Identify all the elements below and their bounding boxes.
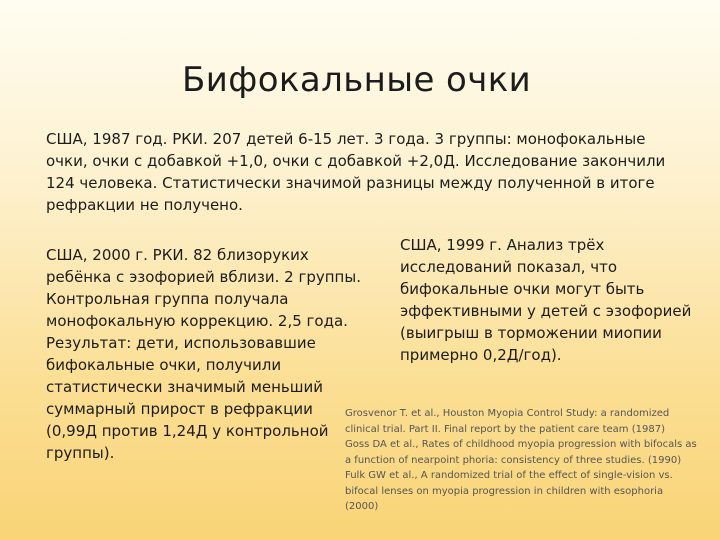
reference-item: Goss DA et al., Rates of childhood myopia progression with bifocals as a function of nearpoint phoria: consistency of three studies. (1990) [345,439,697,466]
references-list [345,406,697,515]
slide-title: Бифокальные очки [182,60,532,100]
intro-paragraph: США, 1987 год. РКИ. 207 детей 6-15 лет. 3 года. 3 группы: монофокальные очки, очки с добавкой +1,0, очки с добавкой +2,0Д. Исследование закончили 124 человека. Статистически значимой разницы между полученной в итоге рефракции не получено. [46,130,666,214]
reference-item: Grosvenor T. et al., Houston Myopia Control Study: a randomized clinical trial. Part II. Final report by the patient care team (1987) [345,408,670,435]
reference-item: Fulk GW et al., A randomized trial of the effect of single-vision vs. bifocal lenses on myopia progression in children with esophoria (2000) [345,470,673,512]
study-1999-paragraph: США, 1999 г. Анализ трёх исследований показал, что бифокальные очки могут быть эффективными у детей с эзофорией (выигрыш в торможении миопии примерно 0,2Д/год). [400,236,692,364]
study-2000-paragraph: США, 2000 г. РКИ. 82 близоруких ребёнка с эзофорией вблизи. 2 группы. Контрольная группа получала монофокальную коррекцию. 2,5 года. Результат: дети, использовавшие бифокальные очки, получили статистически значимый меньший суммарный прирост в рефракции (0,99Д против 1,24Д у контрольной группы). [46,246,361,462]
